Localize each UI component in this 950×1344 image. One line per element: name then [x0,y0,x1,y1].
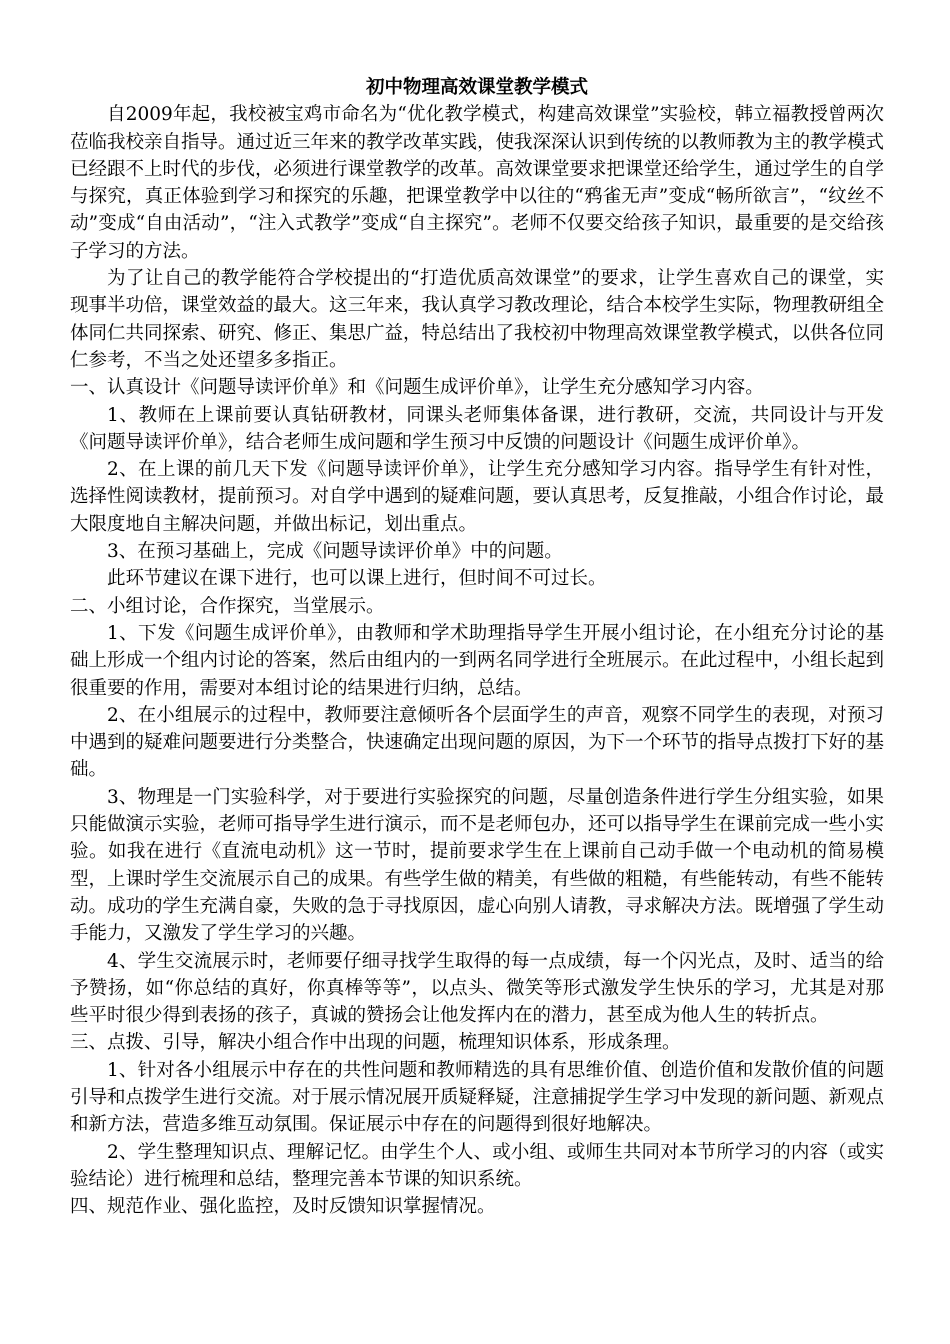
section-3-item-1: 1、针对各小组展示中存在的共性问题和教师精选的具有思维价值、创造价值和发散价值的问题引导和点拨学生进行交流。对于展示情况展开质疑释疑，注意捕捉学生学习中发现的新问题、新观点和新方法，营造多维互动氛围。保证展示中存在的问题得到很好地解决。 [70,1059,885,1136]
section-1-note: 此环节建议在课下进行，也可以课上进行，但时间不可过长。 [107,568,607,590]
section-3-heading: 三、点拨、引导，解决小组合作中出现的问题，梳理知识体系，形成条理。 [70,1032,681,1054]
section-1-item-3: 3、在预习基础上，完成《问题导读评价单》中的问题。 [107,541,563,563]
document-title: 初中物理高效课堂教学模式 [365,77,588,98]
section-2-item-2: 2、在小组展示的过程中，教师要注意倾听各个层面学生的声音，观察不同学生的表现，对预习中遇到的疑难问题要进行分类整合，快速确定出现问题的原因，为下一个环节的指导点拨打下好的基础。 [70,704,885,781]
intro-paragraph-1: 自2009年起，我校被宝鸡市命名为“优化教学模式，构建高效课堂”实验校，韩立福教授曾两次莅临我校亲自指导。通过近三年来的教学改革实践，使我深深认识到传统的以教师教为主的教学模式已经跟不上时代的步伐，必须进行课堂教学的改革。高效课堂要求把课堂还给学生，通过学生的自学与探究，真正体验到学习和探究的乐趣，把课堂教学中以往的“鸦雀无声”变成“畅所欲言”，“纹丝不动”变成“自由活动”，“注入式教学”变成“自主探究”。老师不仅要交给孩子知识，最重要的是交给孩子学习的方法。 [70,104,885,262]
document-page [70,74,884,1220]
section-2-heading: 二、小组讨论，合作探究，当堂展示。 [70,595,385,617]
section-4-heading: 四、规范作业、强化监控，及时反馈知识掌握情况。 [70,1196,496,1218]
section-1-heading: 一、认真设计《问题导读评价单》和《问题生成评价单》，让学生充分感知学习内容。 [70,377,764,399]
section-3-item-2: 2、学生整理知识点、理解记忆。由学生个人、或小组、或师生共同对本节所学习的内容（或实验结论）进行梳理和总结，整理完善本节课的知识系统。 [70,1141,884,1190]
section-2-item-1: 1、下发《问题生成评价单》，由教师和学术助理指导学生开展小组讨论，在小组充分讨论的基础上形成一个组内讨论的答案，然后由组内的一到两名同学进行全班展示。在此过程中，小组长起到很重要的作用，需要对本组讨论的结果进行归纳，总结。 [70,622,885,699]
intro-paragraph-2: 为了让自己的教学能符合学校提出的“打造优质高效课堂”的要求，让学生喜欢自己的课堂，实现事半功倍，课堂效益的最大。这三年来，我认真学习教改理论，结合本校学生实际，物理教研组全体同仁共同探索、研究、修正、集思广益，特总结出了我校初中物理高效课堂教学模式，以供各位同仁参考，不当之处还望多多指正。 [70,268,885,371]
section-1-item-1: 1、教师在上课前要认真钻研教材，同课头老师集体备课，进行教研，交流，共同设计与开发《问题导读评价单》，结合老师生成问题和学生预习中反馈的问题设计《问题生成评价单》。 [70,404,884,453]
section-1-item-2: 2、在上课的前几天下发《问题导读评价单》，让学生充分感知学习内容。指导学生有针对性，选择性阅读教材，提前预习。对自学中遇到的疑难问题，要认真思考，反复推敲，小组合作讨论，最大限度地自主解决问题，并做出标记，划出重点。 [70,459,885,535]
section-2-item-3: 3、物理是一门实验科学，对于要进行实验探究的问题，尽量创造条件进行学生分组实验，如果只能做演示实验，老师可指导学生进行演示，而不是老师包办，还可以指导学生在课前完成一些小实验。如我在进行《直流电动机》这一节时，提前要求学生在上课前自己动手做一个电动机的简易模型，上课时学生交流展示自己的成果。有些学生做的精美，有些做的粗糙，有些能转动，有些不能转动。成功的学生充满自豪，失败的急于寻找原因，虚心向别人请教，寻求解决方法。既增强了学生动手能力，又激发了学生学习的兴趣。 [70,786,885,945]
section-2-item-4: 4、学生交流展示时，老师要仔细寻找学生取得的每一点成绩，每一个闪光点，及时、适当的给予赞扬，如“你总结的真好，你真棒等等”，以点头、微笑等形式激发学生快乐的学习，尤其是对那些平时很少得到表扬的孩子，真诚的赞扬会让他发挥内在的潜力，甚至成为他人生的转折点。 [70,950,884,1027]
